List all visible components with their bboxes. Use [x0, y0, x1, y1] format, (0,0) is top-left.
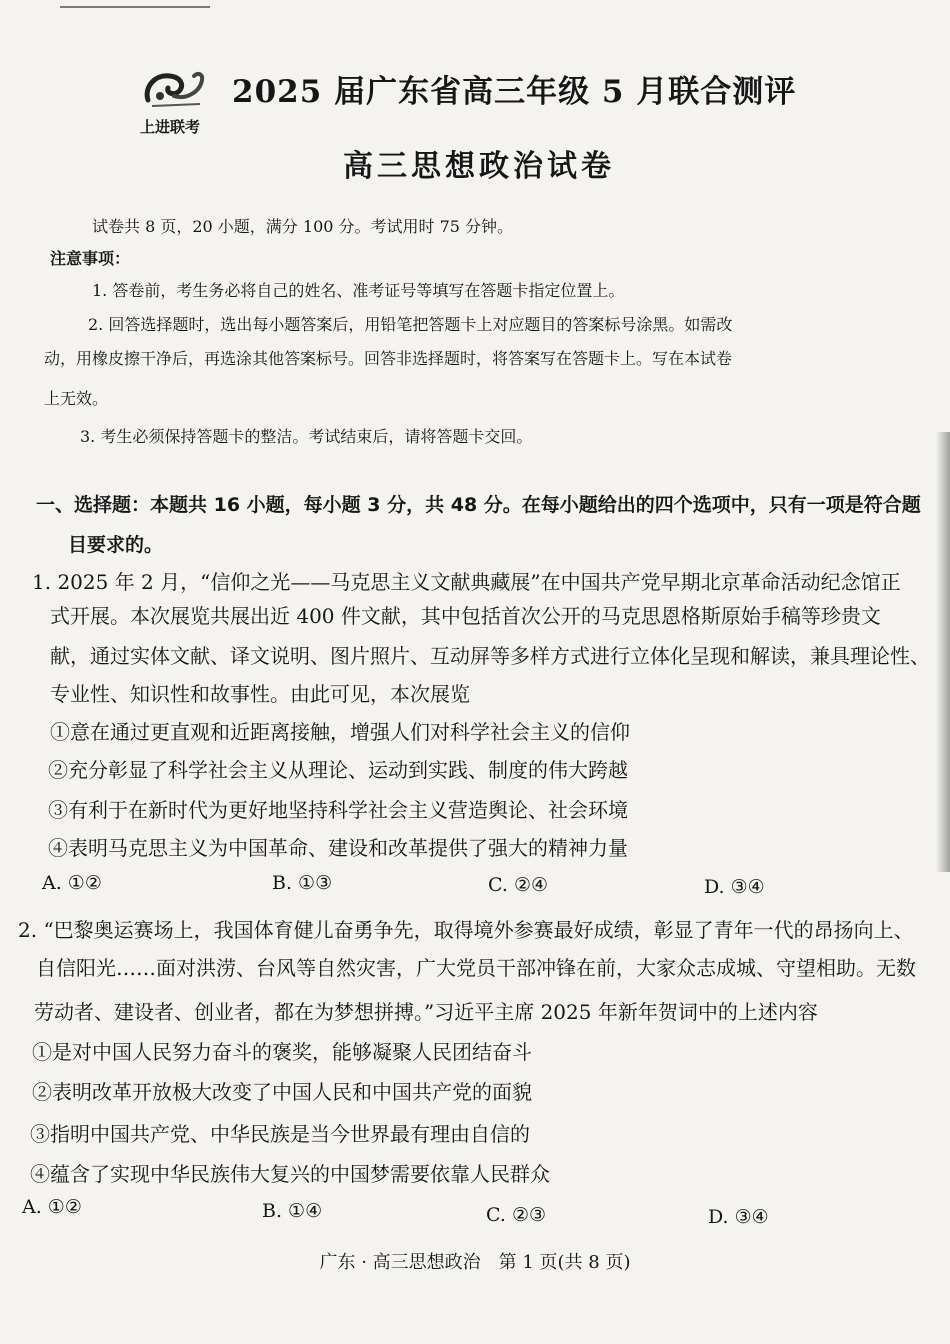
question-stem-line: 2. “巴黎奥运赛场上，我国体育健儿奋勇争先，取得境外参赛最好成绩，彰显了青年一代的昂扬向上、	[18, 918, 914, 942]
notice-heading: 注意事项：	[50, 249, 131, 268]
question-stem-line: 献，通过实体文献、译文说明、图片照片、互动屏等多样方式进行立体化呈现和解读，兼具理论性、	[50, 644, 930, 668]
notice-line: 动，用橡皮擦干净后，再选涂其他答案标号。回答非选择题时，将答案写在答题卡上。写在本试卷	[44, 349, 733, 368]
answer-choice: D. ③④	[708, 1206, 769, 1228]
answer-choice: C. ②④	[488, 874, 549, 896]
page-footer: 广东 · 高三思想政治 第 1 页(共 8 页)	[319, 1252, 631, 1273]
subject-title: 高三思想政治试卷	[343, 149, 615, 184]
statement-option: ①是对中国人民努力奋斗的褒奖，能够凝聚人民团结奋斗	[32, 1040, 532, 1064]
statement-option: ②充分彰显了科学社会主义从理论、运动到实践、制度的伟大跨越	[48, 758, 628, 782]
notice-line: 1. 答卷前，考生务必将自己的姓名、准考证号等填写在答题卡指定位置上。	[92, 281, 625, 300]
question-stem-line: 自信阳光……面对洪涝、台风等自然灾害，广大党员干部冲锋在前，大家众志成城、守望相助。无数	[36, 956, 916, 980]
question-stem-line: 1. 2025 年 2 月，“信仰之光——马克思主义文献典藏展”在中国共产党早期北京革命活动纪念馆正	[32, 570, 901, 594]
question-stem-line: 式开展。本次展览共展出近 400 件文献，其中包括首次公开的马克思恩格斯原始手稿等珍贵文	[50, 604, 881, 628]
exam-intro: 试卷共 8 页，20 小题，满分 100 分。考试用时 75 分钟。	[92, 217, 514, 236]
answer-choice: C. ②③	[486, 1204, 547, 1226]
notice-line: 2. 回答选择题时，选出每小题答案后，用铅笔把答题卡上对应题目的答案标号涂黑。如需改	[88, 315, 733, 334]
cropped-header-remnant	[60, 6, 210, 34]
exam-logo	[140, 66, 220, 138]
question-stem-line: 劳动者、建设者、创业者，都在为梦想拼搏。”习近平主席 2025 年新年贺词中的上述内容	[34, 1000, 818, 1024]
logo-emblem-icon	[140, 66, 210, 114]
statement-option: ③指明中国共产党、中华民族是当今世界最有理由自信的	[30, 1122, 530, 1146]
section-heading: 目要求的。	[68, 534, 164, 556]
answer-choice: D. ③④	[704, 876, 765, 898]
statement-option: ①意在通过更直观和近距离接触，增强人们对科学社会主义的信仰	[50, 720, 630, 744]
notice-line: 上无效。	[44, 389, 109, 408]
scan-edge-shadow	[936, 432, 950, 872]
statement-option: ④蕴含了实现中华民族伟大复兴的中国梦需要依靠人民群众	[30, 1162, 550, 1186]
answer-choice: B. ①④	[262, 1200, 323, 1222]
answer-choice: A. ①②	[42, 872, 102, 894]
question-stem-line: 专业性、知识性和故事性。由此可见，本次展览	[50, 682, 470, 706]
statement-option: ③有利于在新时代为更好地坚持科学社会主义营造舆论、社会环境	[48, 798, 628, 822]
answer-choice: A. ①②	[22, 1196, 82, 1218]
logo-text: 上进联考	[140, 118, 201, 136]
statement-option: ②表明改革开放极大改变了中国人民和中国共产党的面貌	[32, 1080, 532, 1104]
statement-option: ④表明马克思主义为中国革命、建设和改革提供了强大的精神力量	[48, 836, 628, 860]
notice-line: 3. 考生必须保持答题卡的整洁。考试结束后，请将答题卡交回。	[80, 427, 533, 446]
answer-choice: B. ①③	[272, 872, 333, 894]
section-heading: 一、选择题：本题共 16 小题，每小题 3 分，共 48 分。在每小题给出的四个选项中，只有一项是符合题	[36, 494, 921, 516]
exam-title: 2025 届广东省高三年级 5 月联合测评	[232, 74, 797, 110]
